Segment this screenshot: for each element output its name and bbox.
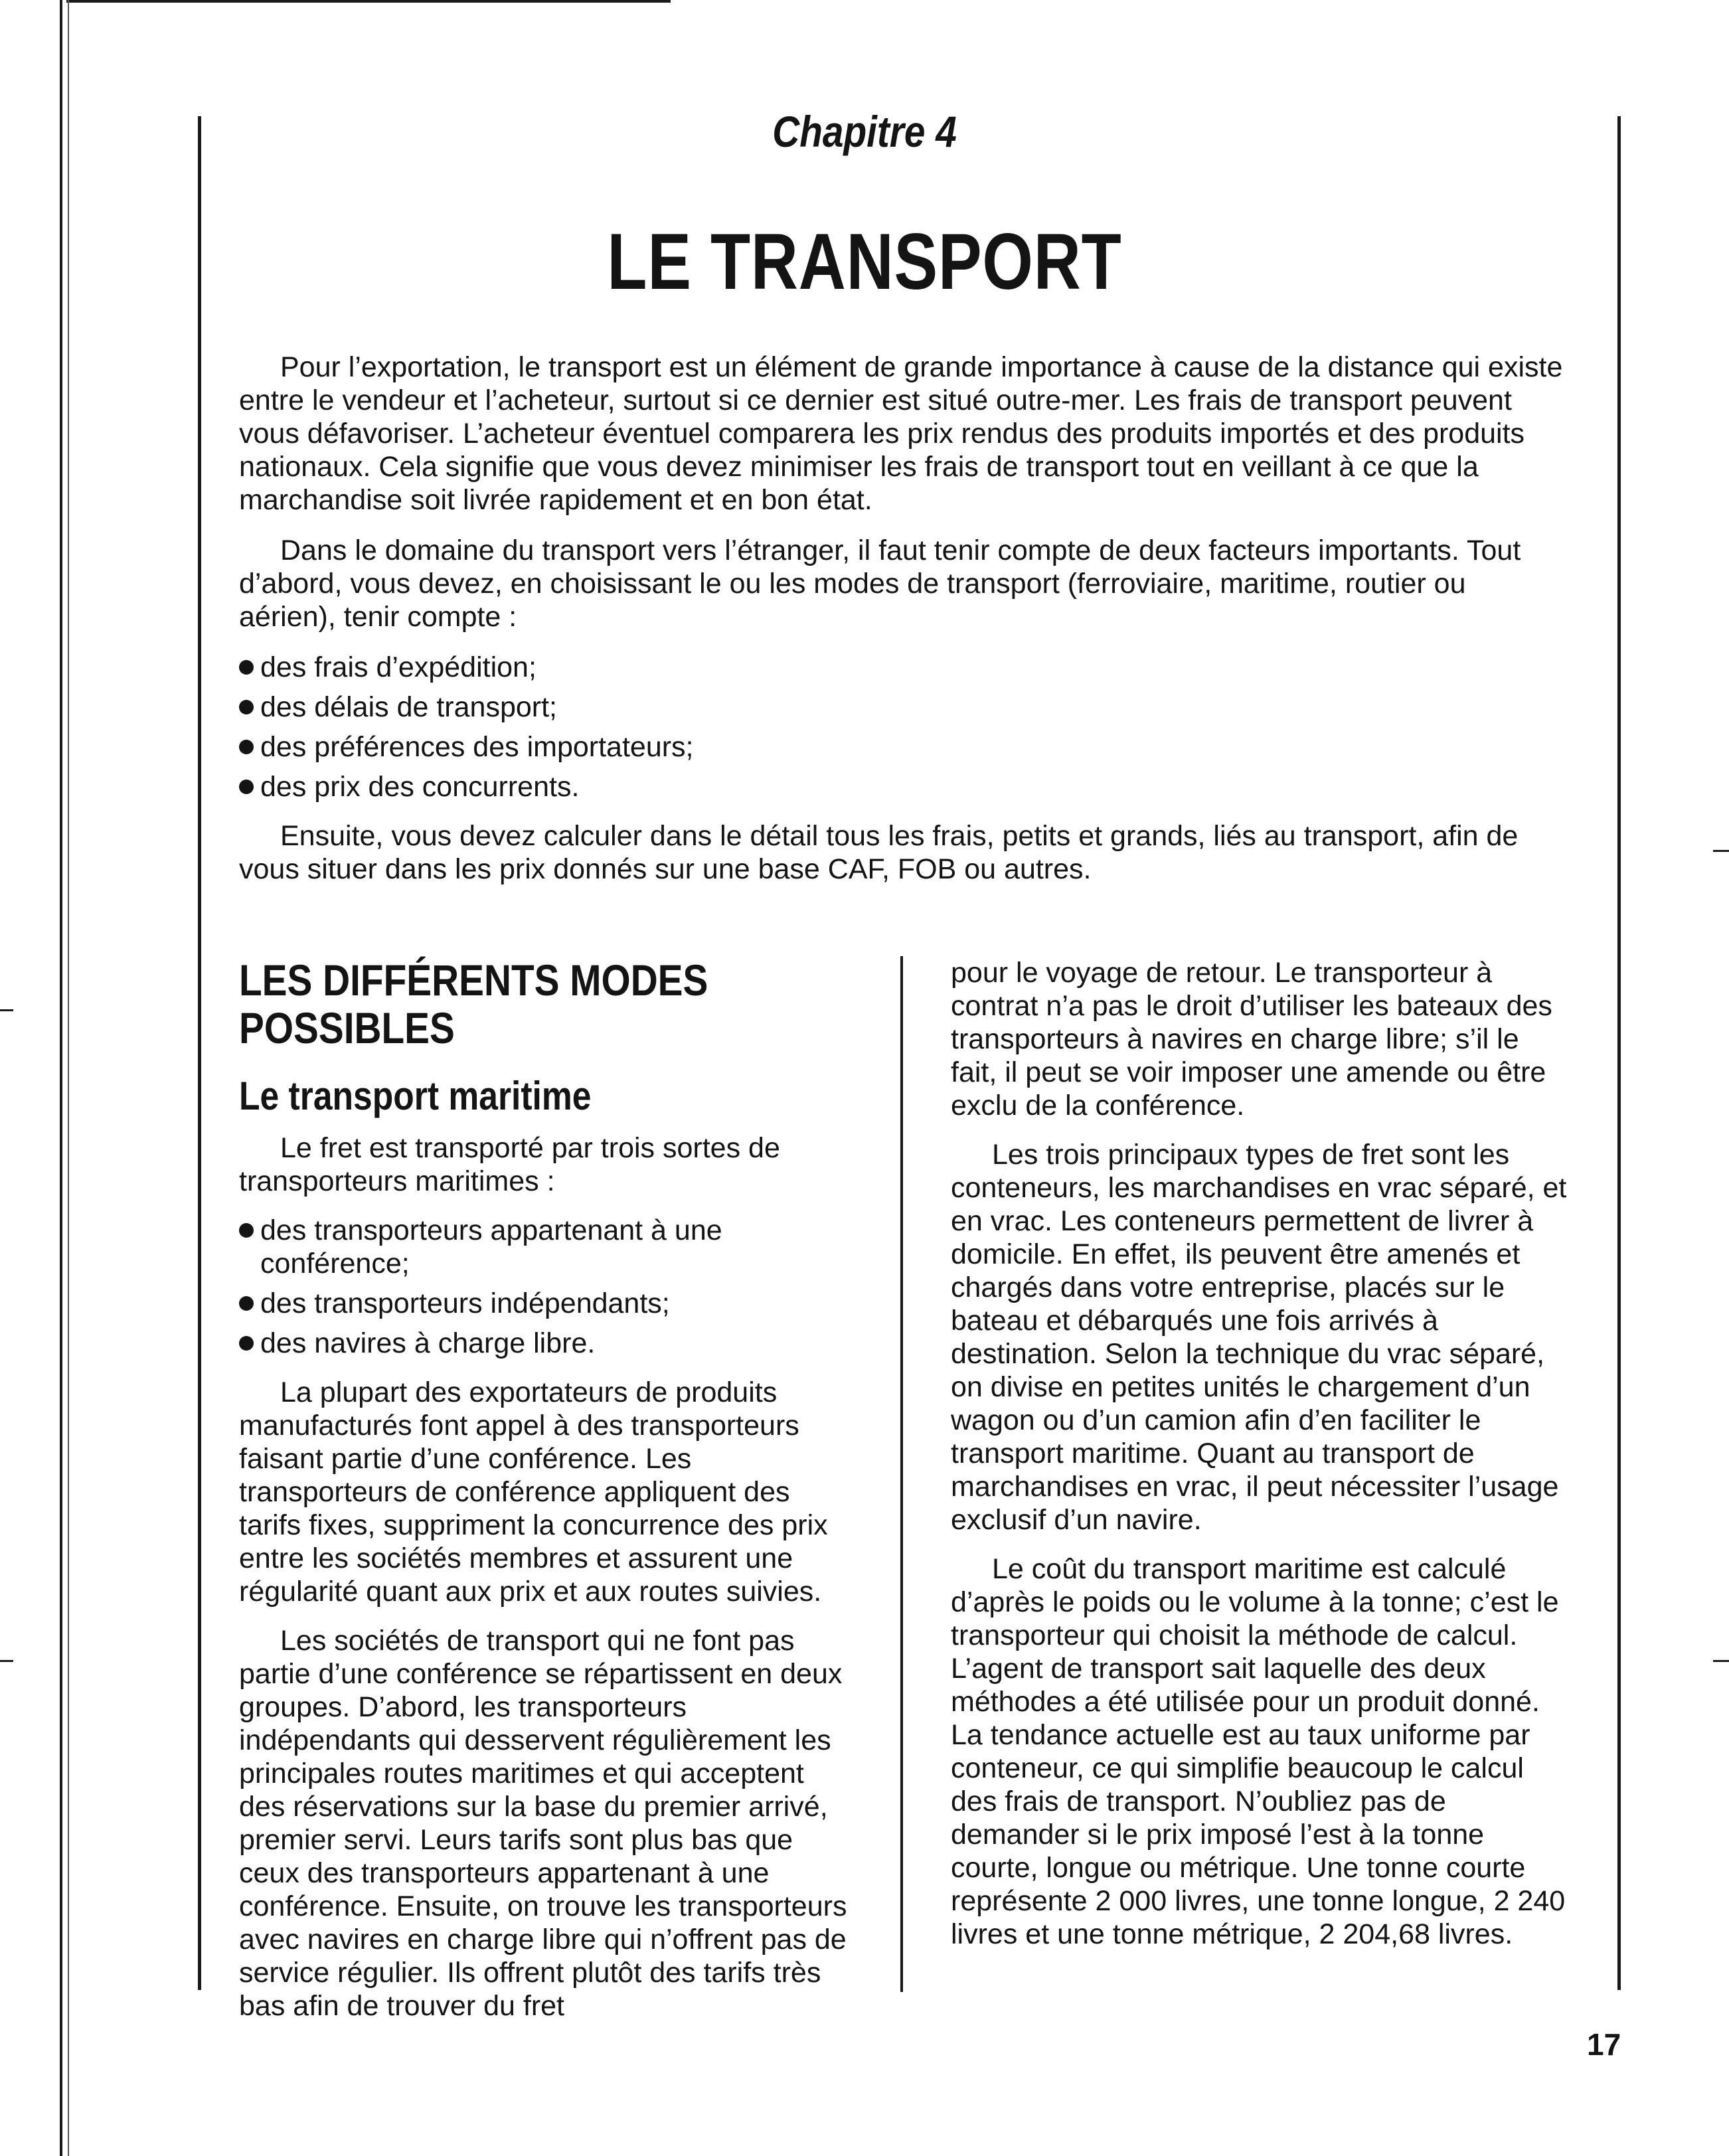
scan-mark [0, 1660, 13, 1662]
scan-edge-left [60, 0, 62, 2156]
left-column [239, 956, 853, 2038]
body-paragraph: Les trois principaux types de fret sont les conteneurs, les marchandises en vrac séparé, et en vrac. Les conteneurs permettent de livrer à domicile. En effet, ils peuvent être amenés et chargés dans votre entreprise, placés sur le bateau et débarqués une fois arrivés à destination. Selon la technique du vrac séparé, on divise en petites unités le chargement d’un wagon ou d’un camion afin d’en faciliter le transport maritime. Quant au transport de marchandises en vrac, il peut nécessiter l’usage exclusif d’un navire. [951, 1139, 1567, 1536]
scan-mark [1713, 1660, 1729, 1662]
list-item: des délais de transport; [239, 691, 1567, 724]
list-item: des navires à charge libre. [239, 1327, 853, 1360]
body-paragraph: La plupart des exportateurs de produits manufacturés font appel à des transporteurs faisant partie d’une conférence. Les transporteurs de conférence appliquent des tarifs fixes, suppriment la concurrence des prix entre les sociétés membres et assurent une régularité quant aux prix et aux routes suivies. [239, 1376, 828, 1608]
scan-edge-left-inner [68, 0, 69, 2156]
section-subheading: Le transport maritime [239, 1074, 592, 1118]
intro-paragraph: Pour l’exportation, le transport est un élément de grande importance à cause de la distance qui existe entre le vendeur et l’acheteur, surtout si ce dernier est situé outre-mer. Les frais de transport peuvent vous défavoriser. L’acheteur éventuel comparera les prix rendus des produits importés et des produits nationaux. Cela signifie que vous devez minimiser les frais de transport tout en veillant à ce que la marchandise soit livrée rapidement et en bon état. [239, 351, 1563, 516]
page-frame-right-rule [1617, 116, 1621, 1990]
intro-closing-paragraph: Ensuite, vous devez calculer dans le détail tous les frais, petits et grands, liés au transport, afin de vous situer dans les prix donnés sur une base CAF, FOB ou autres. [239, 820, 1519, 885]
section-heading: LES DIFFÉRENTS MODES POSSIBLES [239, 955, 708, 1052]
body-paragraph-continued: pour le voyage de retour. Le transporteur à contrat n’a pas le droit d’utiliser les bateaux des transporteurs à navires en charge libre; s’il le fait, il peut se voir imposer une amende ou être exclu de la conférence. [951, 957, 1552, 1121]
list-item: des transporteurs appartenant à une conférence; [239, 1214, 853, 1280]
chapter-label: Chapitre 4 [772, 107, 957, 156]
page-frame-left-rule [198, 116, 201, 1990]
scan-edge-top [66, 0, 671, 3]
list-item: des prix des concurrents. [239, 770, 1567, 803]
carrier-bullet-list [239, 1214, 853, 1360]
body-paragraph: Le coût du transport maritime est calculé d’après le poids ou le volume à la tonne; c’est le transporteur qui choisit la méthode de calcul. L’agent de transport sait laquelle des deux méthodes a été utilisée pour un produit donné. La tendance actuelle est au taux uniforme par conteneur, ce qui simplifie beaucoup le calcul des frais de transport. N’oubliez pas de demander si le prix imposé l’est à la tonne courte, longue ou métrique. Une tonne courte représente 2 000 livres, une tonne longue, 2 240 livres et une tonne métrique, 2 204,68 livres. [951, 1553, 1566, 1950]
page-number: 17 [1587, 2027, 1621, 2062]
body-paragraph: Les sociétés de transport qui ne font pas partie d’une conférence se répartissent en deux groupes. D’abord, les transporteurs indépendants qui desservent régulièrement les principales routes maritimes et qui acceptent des réservations sur la base du premier arrivé, premier servi. Leurs tarifs sont plus bas que ceux des transporteurs appartenant à une conférence. Ensuite, on trouve les transporteurs avec navires en charge libre qui n’offrent pas de service régulier. Ils offrent plutôt des tarifs très bas afin de trouver du fret [239, 1625, 847, 2022]
right-column [951, 956, 1568, 1967]
page-title: LE TRANSPORT [607, 217, 1122, 306]
intro-paragraph: Dans le domaine du transport vers l’étranger, il faut tenir compte de deux facteurs importants. Tout d’abord, vous devez, en choisissant le ou les modes de transport (ferroviaire, maritime, routier ou aérien), tenir compte : [239, 535, 1521, 633]
scan-mark [0, 1009, 13, 1011]
intro-bullet-list [239, 651, 1567, 803]
scan-mark [1713, 850, 1729, 852]
list-item: des transporteurs indépendants; [239, 1287, 853, 1320]
list-item: des frais d’expédition; [239, 651, 1567, 684]
intro-section [239, 351, 1567, 903]
column-divider [900, 956, 903, 1992]
body-paragraph: Le fret est transporté par trois sortes de transporteurs maritimes : [239, 1132, 780, 1197]
list-item: des préférences des importateurs; [239, 730, 1567, 764]
